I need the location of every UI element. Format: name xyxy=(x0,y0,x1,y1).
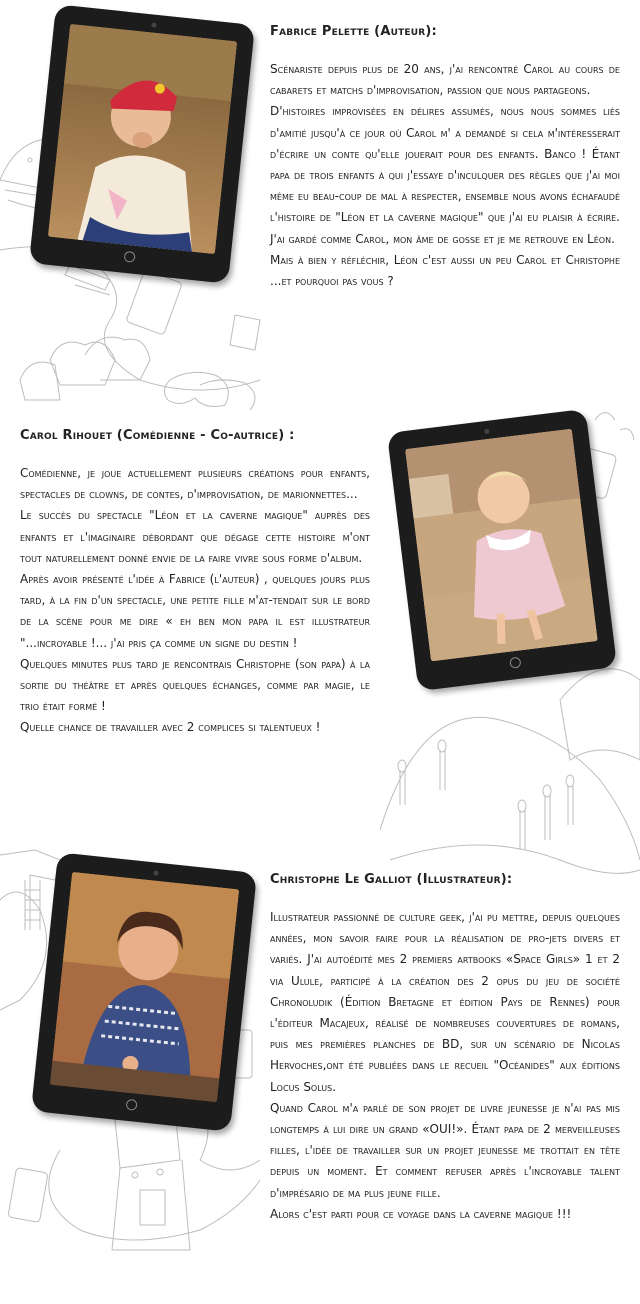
sketch-phone-icon xyxy=(126,270,182,335)
tablet-photo-christophe xyxy=(31,852,257,1131)
sketch-creature xyxy=(595,413,634,441)
section-carol xyxy=(20,428,370,739)
paragraph: Mais à bien y réfléchir, Léon c'est aussi un peu Carol et Christophe ...et pourquoi pas vous ? xyxy=(270,252,620,289)
section-fabrice xyxy=(270,24,620,292)
sketch-gamepad-icon xyxy=(164,372,255,410)
section-title-carol: Carol Rihouet (Comédienne - Co-autrice) : xyxy=(20,428,295,443)
section-christophe xyxy=(270,872,620,1225)
sketch-card xyxy=(230,315,260,350)
paragraph: Le succès du spectacle "Léon et la caverne magique" auprès des enfants et l'imaginaire débordant que dégage cette histoire m'ont tout naturellement donné envie de la faire vivre sous forme d'album. xyxy=(20,508,370,565)
sketch-candles xyxy=(398,740,574,850)
sketch-tree xyxy=(0,892,47,1010)
paragraph: Quelques minutes plus tard je rencontrais Christophe (son papa) à la sortie du théâtre et après quelques échanges, comme par magie, le trio était formé ! xyxy=(20,656,370,714)
photo-child-fabrice xyxy=(48,24,237,254)
paragraph: Scénariste depuis plus de 20 ans, j'ai rencontré Carol au cours de cabarets et matchs d'improvisation, passion que nous partageons. xyxy=(270,62,620,98)
photo-child-carol xyxy=(405,429,598,662)
sketch-phone-icon-4 xyxy=(8,1168,48,1223)
tablet-photo-fabrice xyxy=(29,4,255,283)
sketch-arcade-icon xyxy=(112,1110,190,1250)
paragraph: D'histoires improvisées en délires assumés, nous nous sommes liés d'amitié jusqu'à ce jour où Carol m' a demandé si cela m'intéresserait d'écrire un conte qu'elle jouerait pour des enfants. Banco ! Étant papa de trois enfants à qui j'essaye d'inculquer des règles que j'ai moi même eu beau-coup de mal à respecter, ensemble nous avons échafaudé l'histoire de "Léon et la caverne magique" que j'ai eu plaisir à écrire. J'ai gardé comme Carol, mon âme de gosse et je me retrouve en Léon. xyxy=(270,104,620,246)
paragraph: Alors c'est parti pour ce voyage dans la caverne magique !!! xyxy=(270,1206,572,1221)
photo-child-christophe xyxy=(50,872,239,1102)
section-title-fabrice: Fabrice Pelette (Auteur): xyxy=(270,24,437,39)
section-title-christophe: Christophe Le Galliot (Illustrateur): xyxy=(270,872,513,887)
paragraph: Illustrateur passionné de culture geek, j'ai pu mettre, depuis quelques années, mon savoir faire pour la réalisation de pro-jets divers et variés. J'ai autoédité mes 2 premiers artbooks «Space Girls» 1 et 2 via Ulule, participé à la création des 2 opus du jeu de société Chronoludik (Édition Bretagne et édition Pays de Rennes) pour l'éditeur Macajeux, réalisé de nombreuses couvertures de romans, puis mes premières planches de BD, sur un scénario de Nicolas Hervoches,ont été publiées dans le recueil "Océanides" aux éditions Locus Solus. xyxy=(270,910,620,1094)
tablet-photo-carol xyxy=(387,409,617,691)
sketch-cake xyxy=(560,669,640,760)
sketch-cave xyxy=(380,717,640,860)
paragraph: Quand Carol m'a parlé de son projet de livre jeunesse je n'ai pas mis longtemps à lui dire un grand «OUI!». Étant papa de 2 merveilleuses filles, l'idée de travailler sur un projet jeunesse me trottait en tête depuis un moment. Et comment refuser après l'incroyable talent d'imprésario de ma plus jeune fille. xyxy=(270,1100,620,1200)
sketch-ground xyxy=(390,845,640,873)
paragraph: Après avoir présenté l'idée à Fabrice (l'auteur) , quelques jours plus tard, à la fin d'un spectacle, une petite fille m'at-tendait sur le bord de la scène pour me dire « eh ben mon papa il est illustrateur "...incroyable !... j'ai pris ça comme un signe du destin ! xyxy=(20,572,370,650)
paragraph: Quelle chance de travailler avec 2 complices si talentueux ! xyxy=(20,720,321,735)
paragraph: Comédienne, je joue actuellement plusieurs créations pour enfants, spectacles de clowns, de contes, d'improvisation, de marionnettes... xyxy=(20,466,370,502)
sketch-muffins-icon xyxy=(20,337,150,400)
